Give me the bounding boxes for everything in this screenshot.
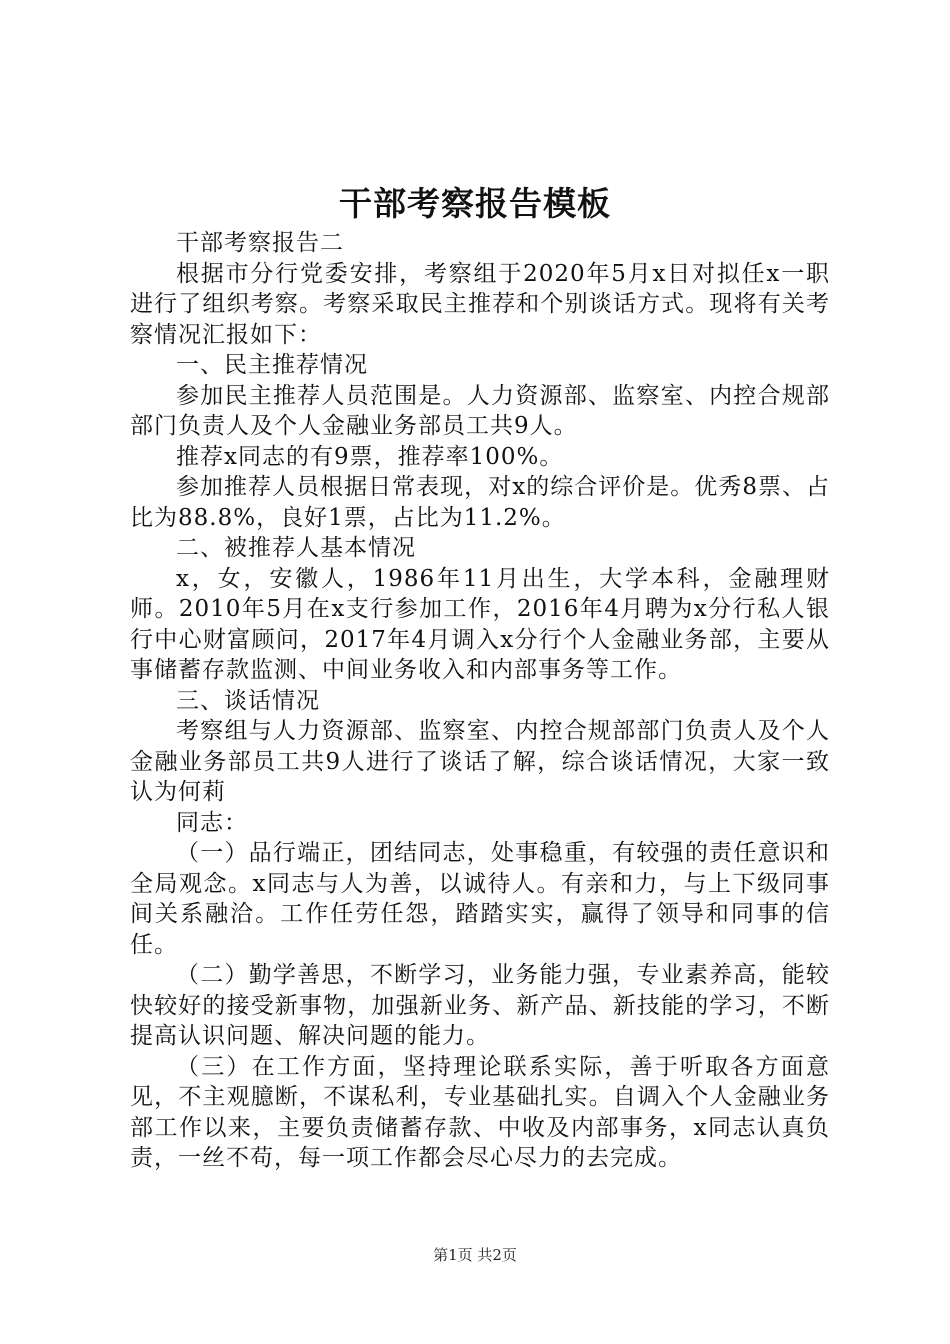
paragraph: 同志： xyxy=(176,809,248,836)
paragraph: 推荐x同志的有9票，推荐率100%。 xyxy=(176,443,564,470)
document-body xyxy=(130,228,830,1174)
paragraph: （二）勤学善思，不断学习，业务能力强，专业素养高，能较快较好的接受新事物，加强新业务、新产品、新技能的学习，不断提高认识问题、解决问题的能力。 xyxy=(130,962,830,1049)
paragraph: x，女，安徽人，1986年11月出生，大学本科，金融理财师。2010年5月在x支行参加工作，2016年4月聘为x分行私人银行中心财富顾问，2017年4月调入x分行个人金融业务部，主要从事储蓄存款监测、中间业务收入和内部事务等工作。 xyxy=(130,565,830,683)
section-heading-2: 二、被推荐人基本情况 xyxy=(176,535,416,561)
paragraph-intro: 根据市分行党委安排，考察组于2020年5月x日对拟任x一职进行了组织考察。考察采取民主推荐和个别谈话方式。现将有关考察情况汇报如下： xyxy=(130,260,830,348)
paragraph: 考察组与人力资源部、监察室、内控合规部部门负责人及个人金融业务部员工共9人进行了谈话了解，综合谈话情况，大家一致认为何莉 xyxy=(130,718,830,805)
section-heading-1: 一、民主推荐情况 xyxy=(176,352,368,378)
paragraph: 参加民主推荐人员范围是。人力资源部、监察室、内控合规部部门负责人及个人金融业务部员工共9人。 xyxy=(130,382,830,439)
paragraph: （三）在工作方面，坚持理论联系实际，善于听取各方面意见，不主观臆断，不谋私利，专业基础扎实。自调入个人金融业务部工作以来，主要负责储蓄存款、中收及内部事务，x同志认真负责，一丝不苟，每一项工作都会尽心尽力的去完成。 xyxy=(130,1053,830,1171)
paragraph: 参加推荐人员根据日常表现，对x的综合评价是。优秀8票、占比为88.8%，良好1票，占比为11.2%。 xyxy=(130,474,830,531)
section-heading-3: 三、谈话情况 xyxy=(176,687,320,714)
paragraph: （一）品行端正，团结同志，处事稳重，有较强的责任意识和全局观念。x同志与人为善，以诚待人。有亲和力，与上下级同事间关系融洽。工作任劳任怨，踏踏实实，赢得了领导和同事的信任。 xyxy=(130,840,830,958)
document-title: 干部考察报告模板 xyxy=(339,184,611,223)
paragraph-subtitle: 干部考察报告二 xyxy=(176,230,344,256)
page-footer: 第1页 共2页 xyxy=(433,1246,517,1264)
